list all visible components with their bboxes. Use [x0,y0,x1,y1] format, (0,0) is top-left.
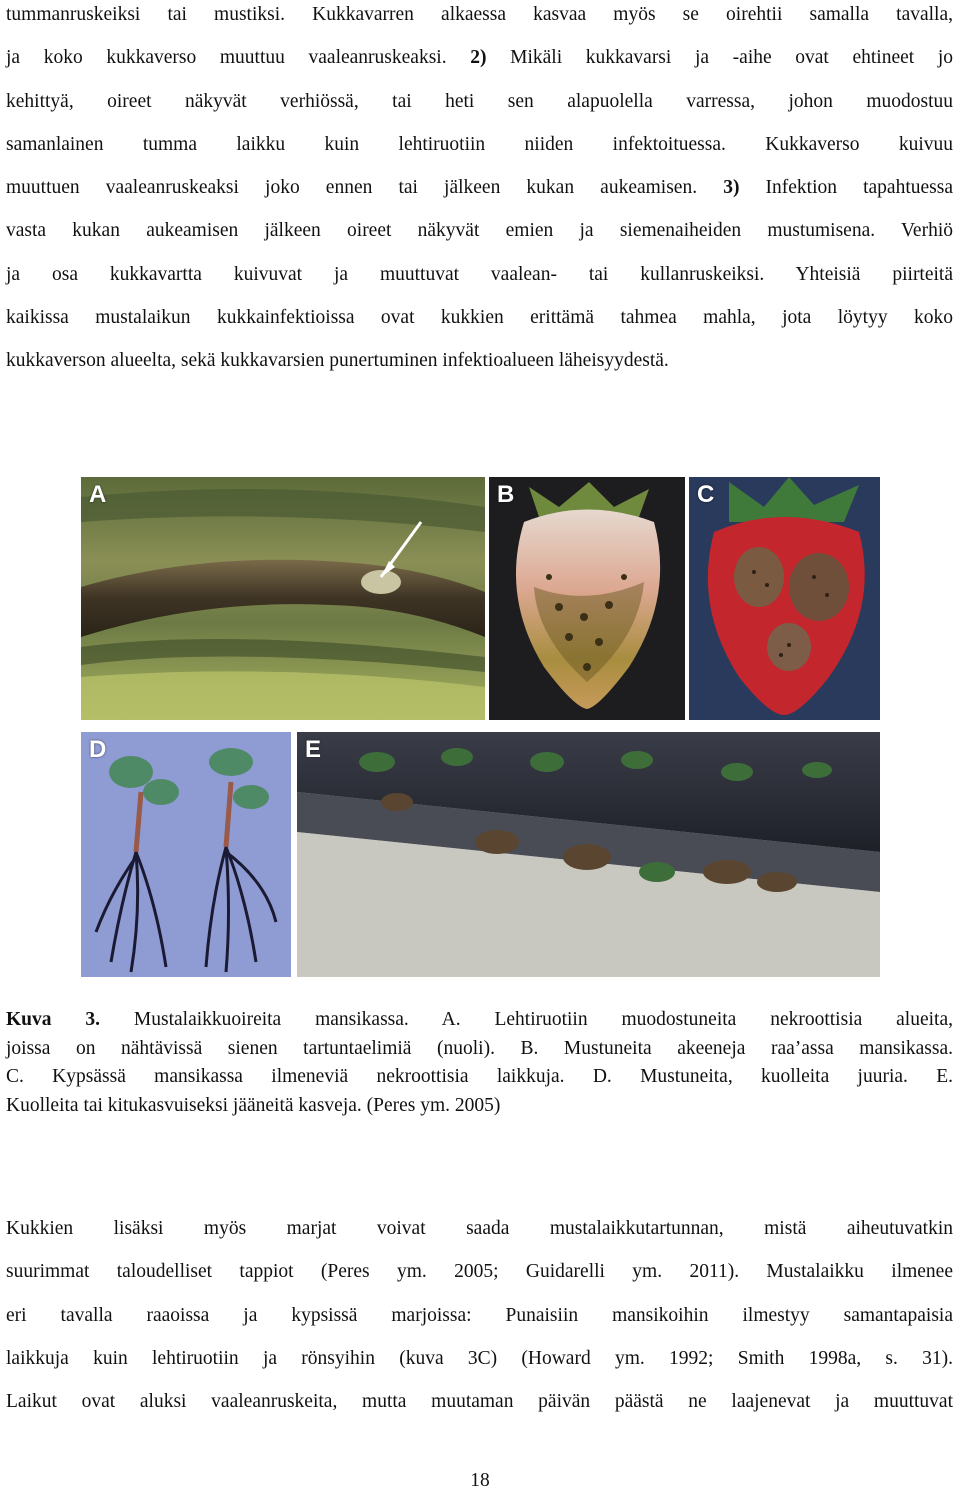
photo-panel-b [489,477,685,720]
text-line [6,209,953,252]
text-run: samanlainen tumma laikku kuin lehtiruotiin niiden infektoituessa. Kukkaverso kuivuu [6,133,953,155]
text-run: suurimmat taloudelliset tappiot (Peres ym. 2005; Guidarelli ym. 2011). Mustalaikku ilmenee [6,1261,953,1283]
text-run: kukkaverson alueelta, sekä kukkavarsien punertuminen infektioalueen läheisyydestä. [6,350,669,372]
text-run: kaikissa mustalaikun kukkainfektioissa ovat kukkien erittämä tahmea mahla, jota löytyy koko [6,307,953,329]
text-line [6,1294,953,1337]
leaf-stalk-photo [81,477,485,720]
text-run: Kuolleita tai kitukasvuiseksi jääneitä kasveja. (Peres ym. 2005) [6,1094,501,1116]
pale-strawberry-photo [489,477,685,720]
text-line [6,1035,953,1064]
text-line [6,0,953,36]
text-run: joissa on nähtävissä sienen tartuntaelimiä (nuoli). B. Mustuneita akeeneja raa’assa mansikassa. [6,1037,953,1059]
text-run: vasta kukan aukeamisen jälkeen oireet näkyvät emien ja siemenaiheiden mustumisena. Verhiö [6,220,953,242]
text-run: Laikut ovat aluksi vaaleanruskeita, mutta muutaman päivän päästä ne laajenevat ja muuttuvat [6,1391,953,1413]
mulch-bed-photo [297,732,880,977]
photo-panel-d [81,732,291,977]
bottom-paragraph [6,1207,953,1423]
bold-text: 3) [723,177,740,199]
photo-panel-e [297,732,880,977]
text-line [6,123,953,166]
panel-label-b: B [497,481,515,508]
panel-label-c: C [697,481,715,508]
text-run: ja osa kukkavartta kuivuvat ja muuttuvat vaalean- tai kullanruskeiksi. Yhteisiä piirteitä [6,263,953,285]
text-line [6,166,953,209]
panel-label-a: A [89,481,107,508]
bold-text: 2) [470,47,487,69]
top-paragraph [6,0,953,383]
text-run: Infektion tapahtuessa [739,177,953,199]
panel-label-d: D [89,736,107,763]
text-run: C. Kypsässä mansikassa ilmeneviä nekroottisia laikkuja. D. Mustuneita, kuolleita juuria. E. [6,1066,953,1087]
text-line [6,1006,953,1035]
text-line [6,1207,953,1250]
text-line [6,253,953,296]
red-strawberry-photo [689,477,880,720]
text-line [6,1250,953,1293]
text-line [6,80,953,123]
dead-roots-photo [81,732,291,977]
page-number: 18 [470,1470,490,1491]
text-line [6,296,953,339]
photo-panel-a [81,477,485,720]
photo-panel-c [689,477,880,720]
bold-text: Kuva 3. [6,1009,101,1030]
text-line [6,1092,953,1121]
text-line [6,1337,953,1380]
text-run: laikkuja kuin lehtiruotiin ja rönsyihin (kuva 3C) (Howard ym. 1992; Smith 1998a, s. 31). [6,1347,953,1369]
text-run: Mustalaikkuoireita mansikassa. A. Lehtiruotiin muodostuneita nekroottisia alueita, [100,1009,953,1030]
text-run: ja koko kukkaverso muuttuu vaaleanruskeaksi. [6,47,471,69]
text-run: eri tavalla raaoissa ja kypsissä marjoissa: Punaisiin mansikoihin ilmestyy samantapaisia [6,1304,953,1326]
text-line [6,1063,953,1092]
text-run: Kukkien lisäksi myös marjat voivat saada mustalaikkutartunnan, mistä aiheutuvatkin [6,1218,953,1239]
text-line [6,36,953,79]
figure-caption [6,1006,953,1120]
figure-kuva-3 [81,477,880,977]
text-line [6,1380,953,1423]
text-run: Mikäli kukkavarsi ja -aihe ovat ehtineet jo [486,47,954,69]
panel-label-e: E [305,736,322,763]
text-run: tummanruskeiksi tai mustiksi. Kukkavarren alkaessa kasvaa myös se oirehtii samalla tavalla, [6,4,953,25]
text-line [6,339,953,382]
text-run: muuttuen vaaleanruskeaksi joko ennen tai jälkeen kukan aukeamisen. [6,177,724,199]
text-run: kehittyä, oireet näkyvät verhiössä, tai heti sen alapuolella varressa, johon muodostuu [6,90,953,112]
